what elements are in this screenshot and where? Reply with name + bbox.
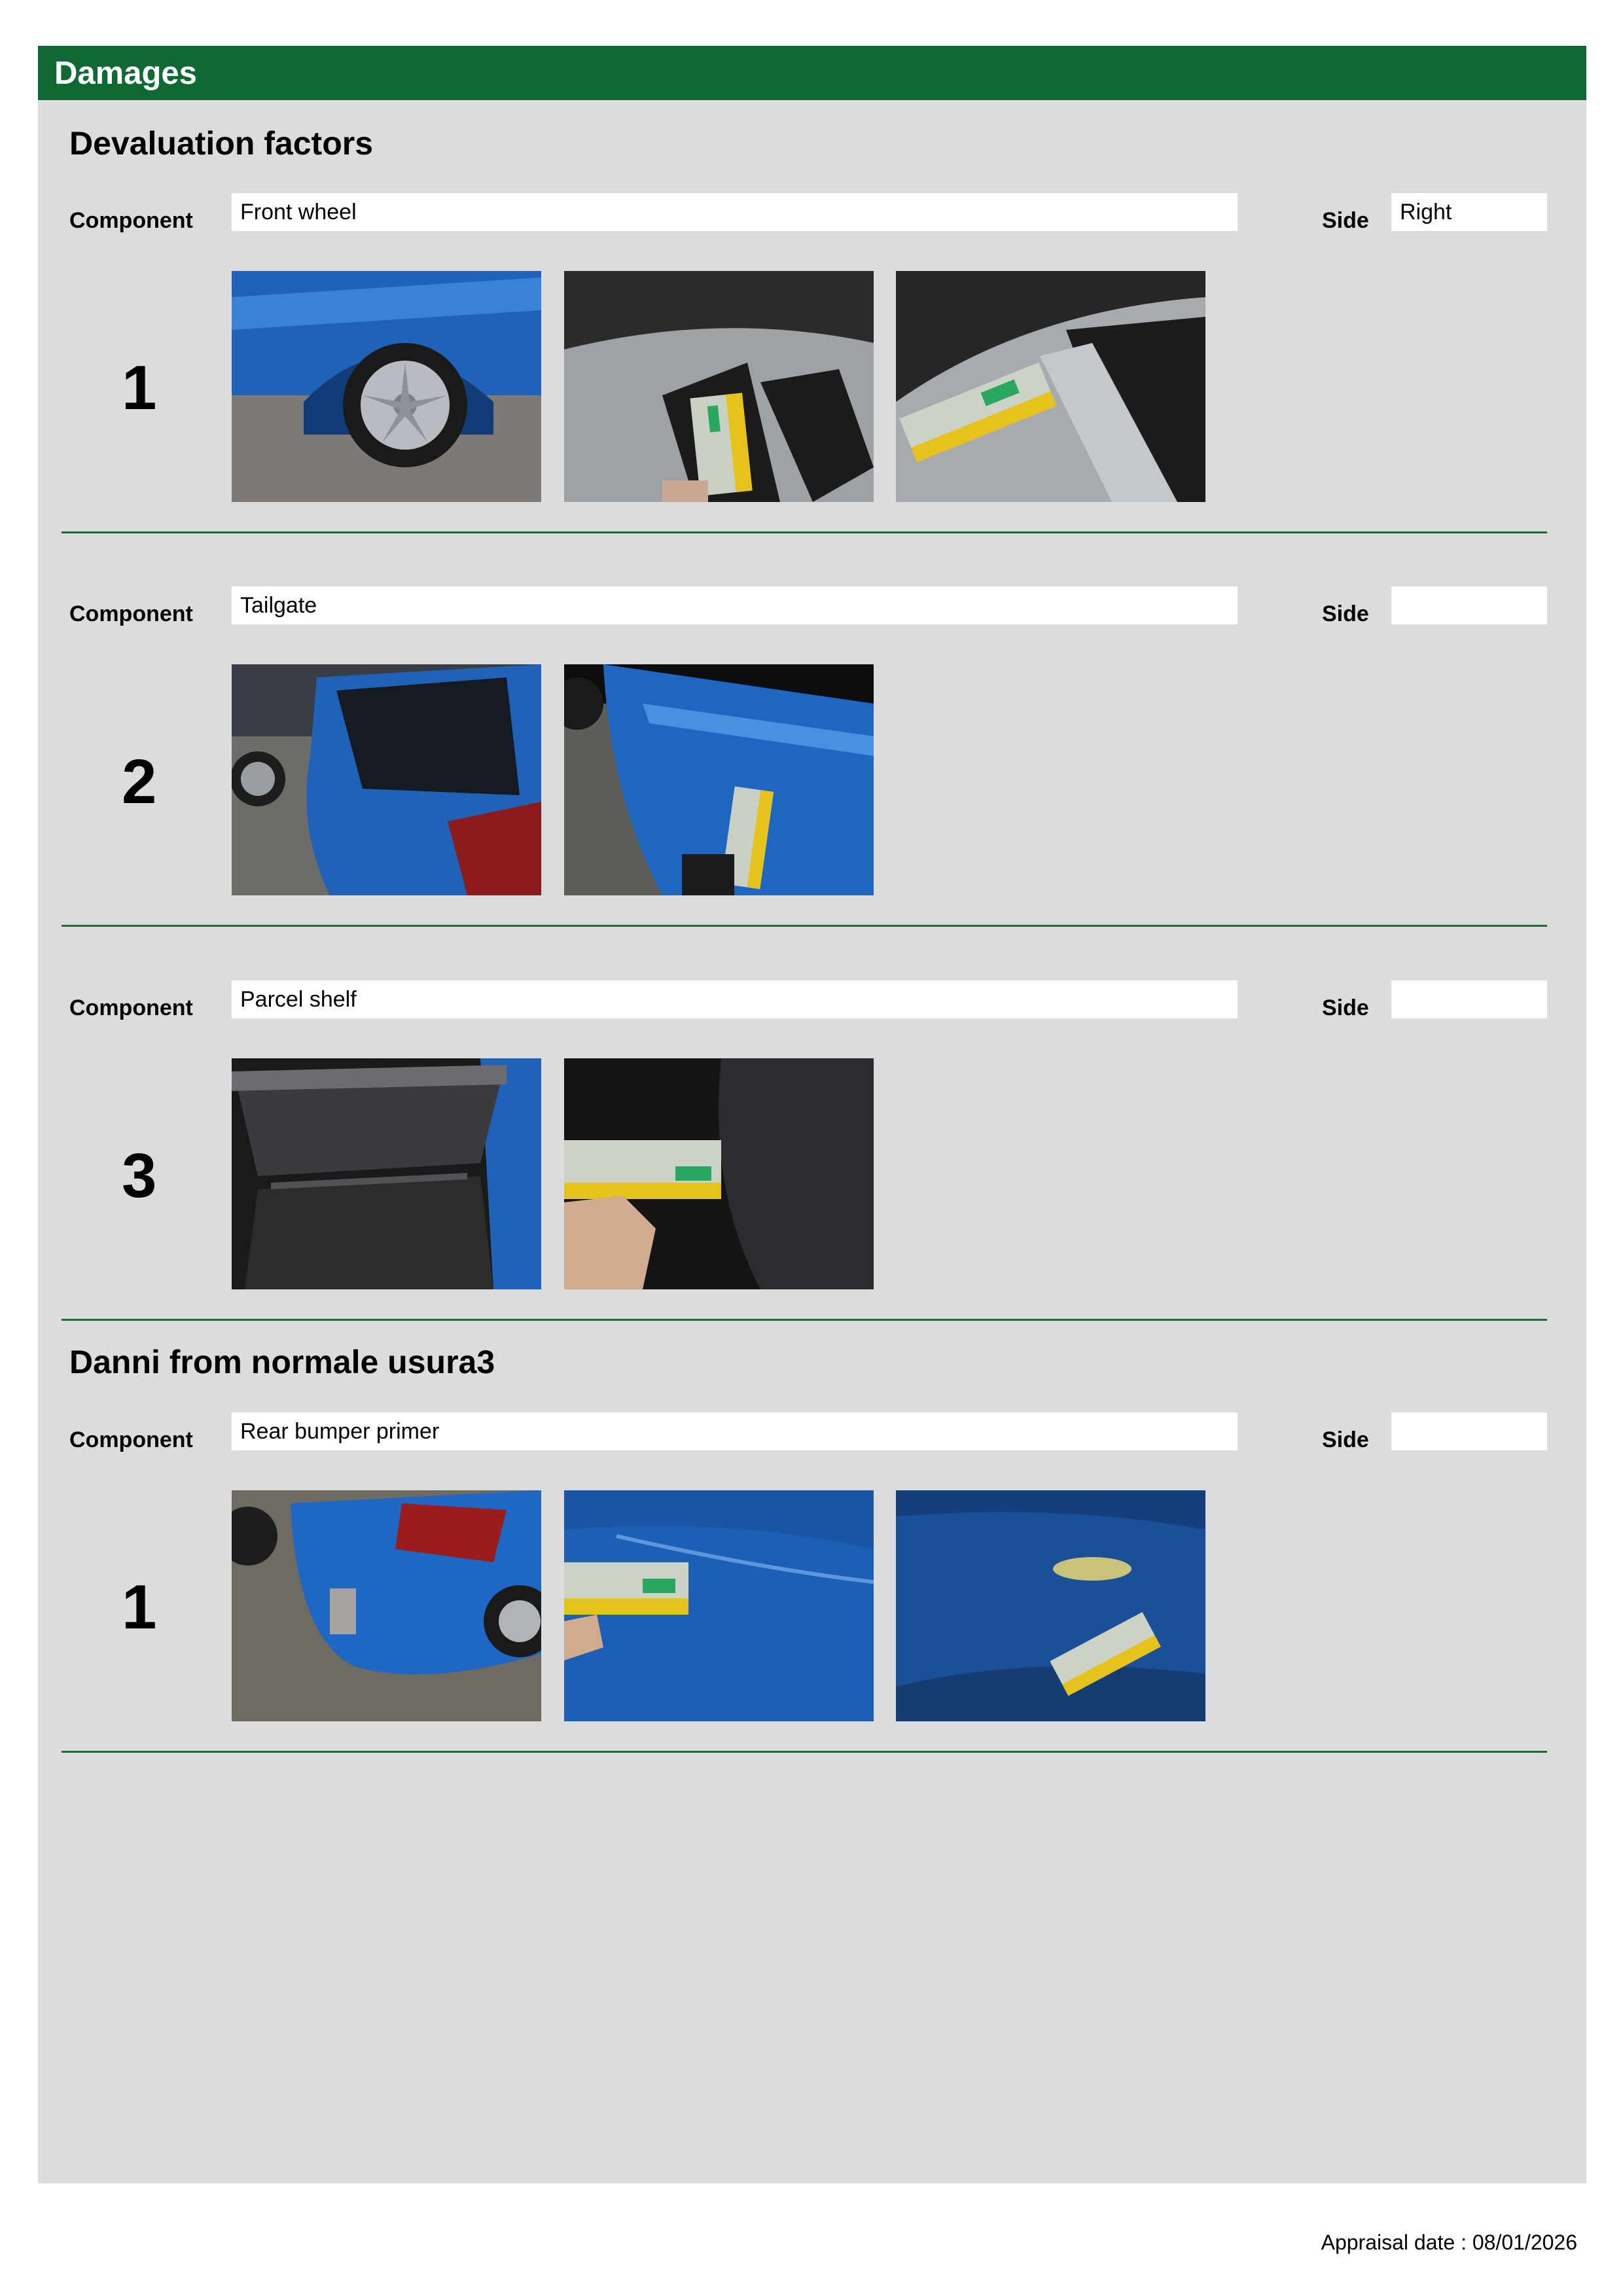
side-field — [1391, 980, 1547, 1018]
header-bar — [38, 46, 1586, 100]
component-label: Component — [69, 208, 193, 233]
component-label: Component — [69, 996, 193, 1020]
side-label: Side — [1322, 208, 1369, 233]
section-title-normal-wear: Danni from normale usura3 — [69, 1344, 495, 1380]
header-title: Damages — [54, 56, 197, 91]
component-field: Front wheel — [232, 193, 1238, 231]
damage-photo[interactable] — [564, 271, 874, 502]
section-title-devaluation: Devaluation factors — [69, 125, 374, 162]
component-field: Parcel shelf — [232, 980, 1238, 1018]
divider — [62, 1751, 1547, 1753]
damage-photo[interactable] — [896, 271, 1205, 502]
component-label: Component — [69, 1427, 193, 1452]
side-label: Side — [1322, 1427, 1369, 1452]
damage-number: 3 — [122, 1141, 157, 1211]
damage-photo[interactable] — [232, 1490, 541, 1721]
component-field: Tailgate — [232, 586, 1238, 624]
side-field — [1391, 1412, 1547, 1450]
side-field — [1391, 586, 1547, 624]
side-label: Side — [1322, 601, 1369, 626]
damage-photo[interactable] — [564, 1058, 874, 1289]
side-field: Right — [1391, 193, 1547, 231]
damage-photo[interactable] — [232, 271, 541, 502]
damage-photo[interactable] — [896, 1490, 1205, 1721]
damage-photo[interactable] — [564, 1490, 874, 1721]
component-field: Rear bumper primer — [232, 1412, 1238, 1450]
divider — [62, 925, 1547, 927]
damage-number: 1 — [122, 353, 157, 423]
divider — [62, 1319, 1547, 1321]
divider — [62, 531, 1547, 533]
damage-number: 1 — [122, 1572, 157, 1642]
damage-photo[interactable] — [232, 664, 541, 895]
side-label: Side — [1322, 996, 1369, 1020]
damage-number: 2 — [122, 747, 157, 817]
component-label: Component — [69, 601, 193, 626]
damage-photo[interactable] — [232, 1058, 541, 1289]
damage-photo[interactable] — [564, 664, 874, 895]
appraisal-date: Appraisal date : 08/01/2026 — [1321, 2231, 1577, 2254]
